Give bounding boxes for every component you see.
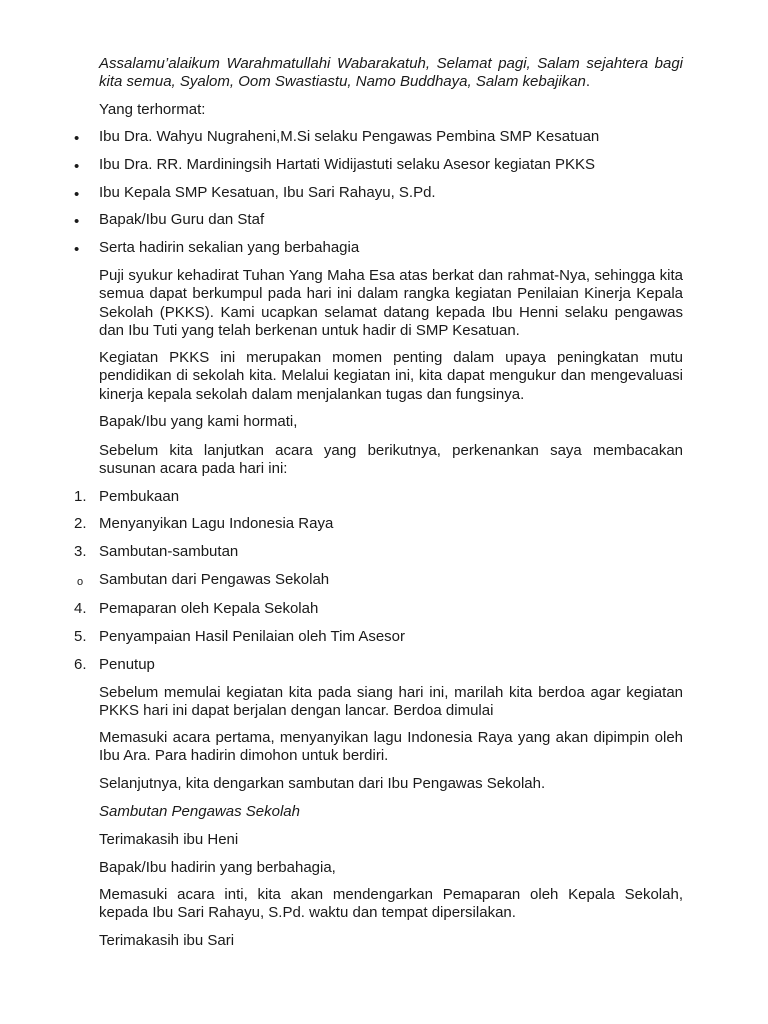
honorific-line: Yang terhormat:: [99, 101, 206, 118]
agenda-sub-marker: o: [77, 576, 84, 588]
bullet-marker: •: [74, 241, 80, 258]
agenda-item: Pembukaan: [99, 488, 180, 505]
respected-address: Bapak/Ibu yang kami hormati,: [99, 413, 298, 430]
happy-address-line: Bapak/Ibu hadirin yang berbahagia,: [99, 859, 336, 876]
next-speech-line: Selanjutnya, kita dengarkan sambutan dari Ibu Pengawas Sekolah.: [99, 775, 546, 792]
greeting-text: Assalamu’alaikum Warahmatullahi Wabarakatuh, Selamat pagi, Salam sejahtera bagi kita semua, Syalom, Oom Swastiastu, Namo Buddhaya, Salam kebajikan: [99, 55, 683, 91]
greeting-period: .: [585, 73, 591, 91]
before-agenda-paragraph: Sebelum kita lanjutkan acara yang berikutnya, perkenankan saya membacakan susunan acara pada hari ini:: [99, 442, 683, 478]
agenda-item: Menyanyikan Lagu Indonesia Raya: [99, 515, 334, 532]
agenda-marker: 4.: [74, 600, 87, 617]
agenda-item: Pemaparan oleh Kepala Sekolah: [99, 600, 319, 617]
main-event-paragraph: Memasuki acara inti, kita akan mendengarkan Pemaparan oleh Kepala Sekolah, kepada Ibu Sari Rahayu, S.Pd. waktu dan tempat dipersilakan.: [99, 886, 683, 922]
activity-paragraph: Kegiatan PKKS ini merupakan momen penting dalam upaya peningkatan mutu pendidikan di sekolah kita. Melalui kegiatan ini, kita dapat mengukur dan mengevaluasi kinerja kepala sekolah dalam menjalankan tugas dan fungsinya.: [99, 349, 683, 403]
bullet-marker: •: [74, 130, 80, 147]
thanks-sari-line: Terimakasih ibu Sari: [99, 932, 235, 949]
bullet-marker: •: [74, 213, 80, 230]
thanks-heni-line: Terimakasih ibu Heni: [99, 831, 239, 848]
agenda-item: Penyampaian Hasil Penilaian oleh Tim Asesor: [99, 628, 405, 645]
gratitude-paragraph: Puji syukur kehadirat Tuhan Yang Maha Esa atas berkat dan rahmat-Nya, sehingga kita semua dapat berkumpul pada hari ini dalam rangka kegiatan Penilaian Kinerja Kepala Sekolah (PKKS). Kami ucapkan selamat datang kepada Ibu Henni selaku pengawas dan Ibu Tuti yang telah berkenan untuk hadir di SMP Kesatuan.: [99, 267, 683, 340]
supervisor-speech-line: Sambutan Pengawas Sekolah: [99, 803, 300, 820]
agenda-marker: 6.: [74, 656, 87, 673]
agenda-marker: 3.: [74, 543, 87, 560]
anthem-paragraph: Memasuki acara pertama, menyanyikan lagu Indonesia Raya yang akan dipimpin oleh Ibu Ara. Para hadirin dimohon untuk berdiri.: [99, 729, 683, 765]
prayer-paragraph: Sebelum memulai kegiatan kita pada siang hari ini, marilah kita berdoa agar kegiatan PKKS hari ini dapat berjalan dengan lancar. Berdoa dimulai: [99, 684, 683, 720]
attendee-item: Ibu Dra. RR. Mardiningsih Hartati Widijastuti selaku Asesor kegiatan PKKS: [99, 156, 596, 173]
greeting-paragraph: [99, 55, 683, 92]
attendee-item: Ibu Kepala SMP Kesatuan, Ibu Sari Rahayu, S.Pd.: [99, 184, 436, 201]
bullet-marker: •: [74, 186, 80, 203]
bullet-marker: •: [74, 158, 80, 175]
agenda-sub-item: Sambutan dari Pengawas Sekolah: [99, 571, 330, 588]
attendee-item: Bapak/Ibu Guru dan Staf: [99, 211, 265, 228]
attendee-item: Serta hadirin sekalian yang berbahagia: [99, 239, 360, 256]
agenda-marker: 1.: [74, 488, 87, 505]
agenda-marker: 2.: [74, 515, 87, 532]
agenda-item: Penutup: [99, 656, 155, 673]
agenda-marker: 5.: [74, 628, 87, 645]
agenda-item: Sambutan-sambutan: [99, 543, 239, 560]
attendee-item: Ibu Dra. Wahyu Nugraheni,M.Si selaku Pengawas Pembina SMP Kesatuan: [99, 128, 600, 145]
